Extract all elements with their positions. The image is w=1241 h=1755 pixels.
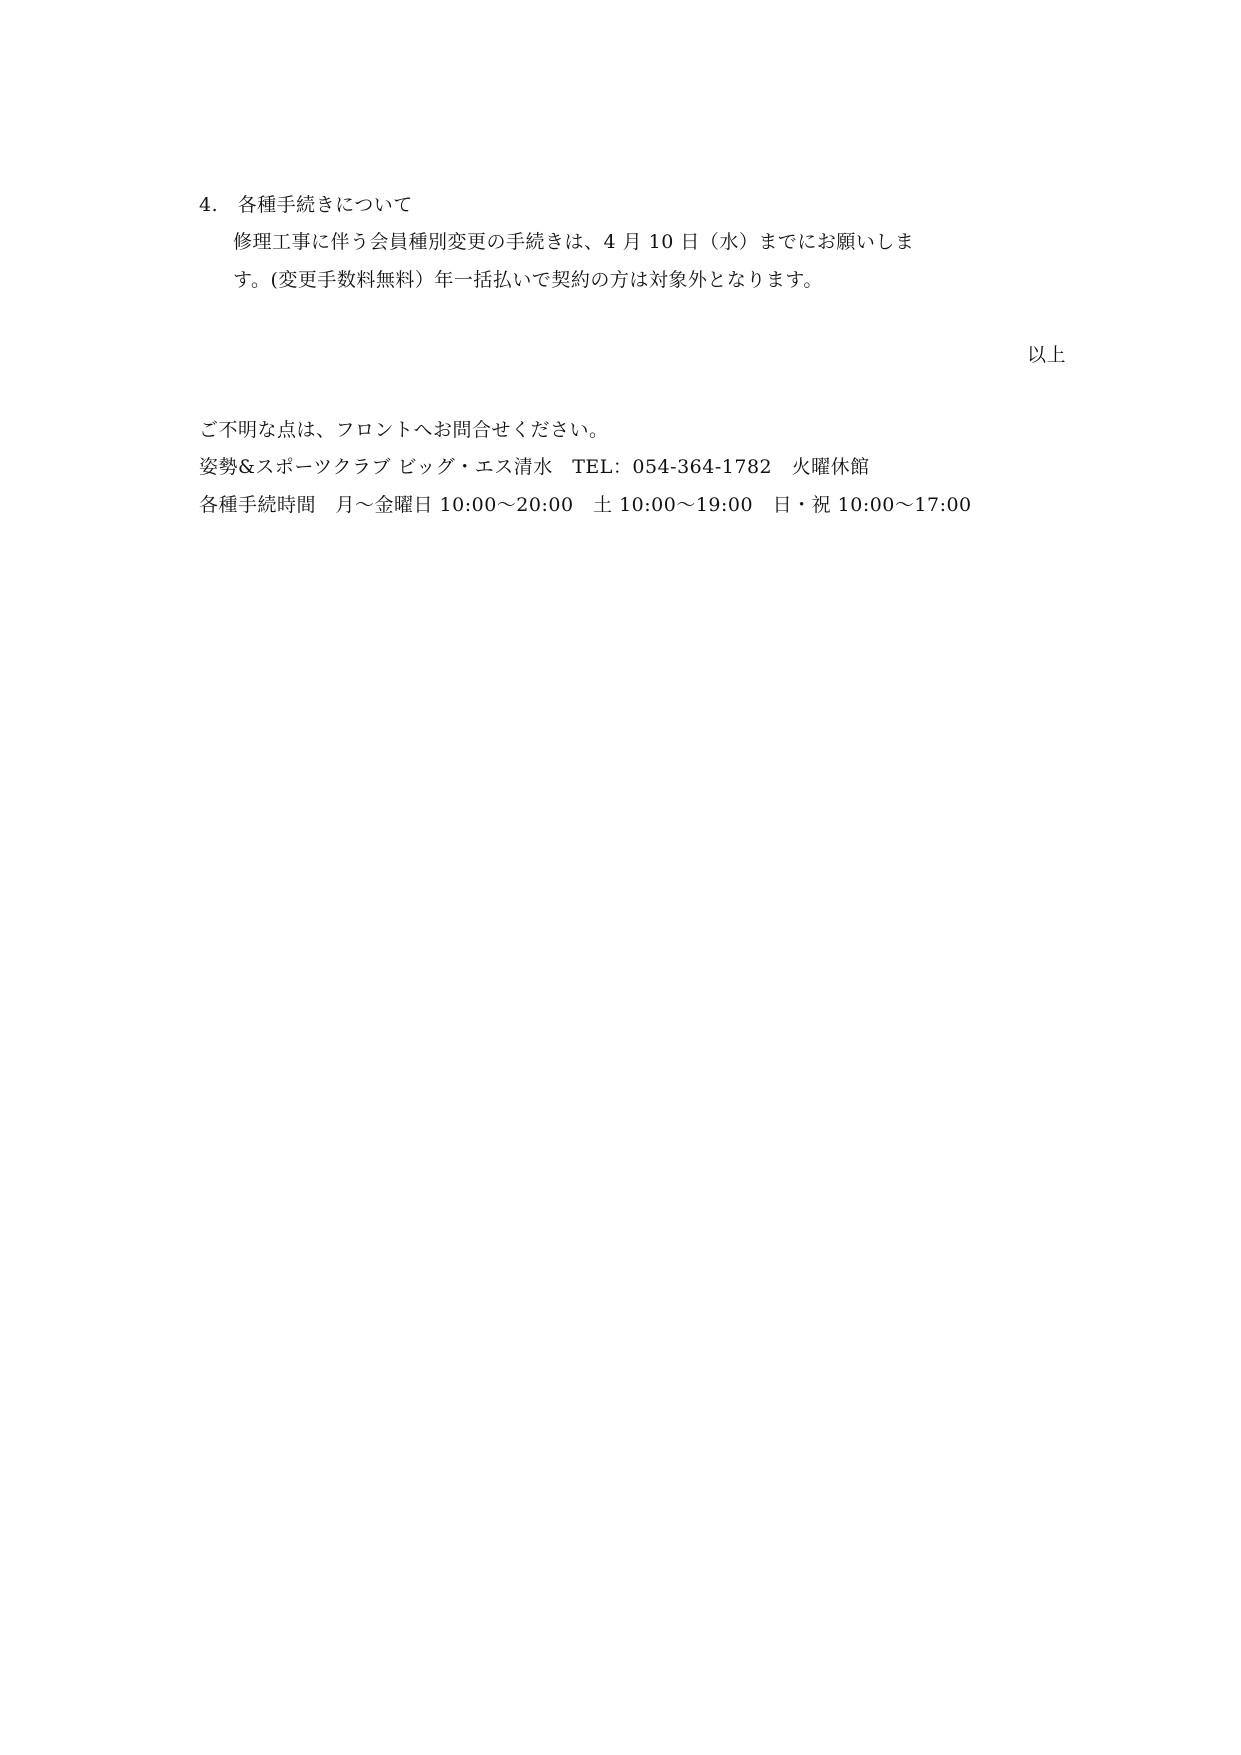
section-heading: 4. 各種手続きについて [199, 194, 413, 216]
section-body-line-1: 修理工事に伴う会員種別変更の手続きは、4 月 10 日（水）までにお願いしま [233, 231, 915, 253]
contact-hours-line: 各種手続時間 月～金曜日 10:00～20:00 土 10:00～19:00 日・祝 10:00～17:00 [199, 494, 972, 516]
contact-club-line: 姿勢&スポーツクラブ ビッグ・エス清水 TEL：054-364-1782 火曜休館 [199, 456, 870, 478]
section-body-line-2: す。(変更手数料無料）年一括払いで契約の方は対象外となります。 [233, 269, 823, 291]
contact-inquiry-line: ご不明な点は、フロントへお問合せください。 [199, 419, 609, 441]
closing-text: 以上 [1026, 344, 1066, 366]
